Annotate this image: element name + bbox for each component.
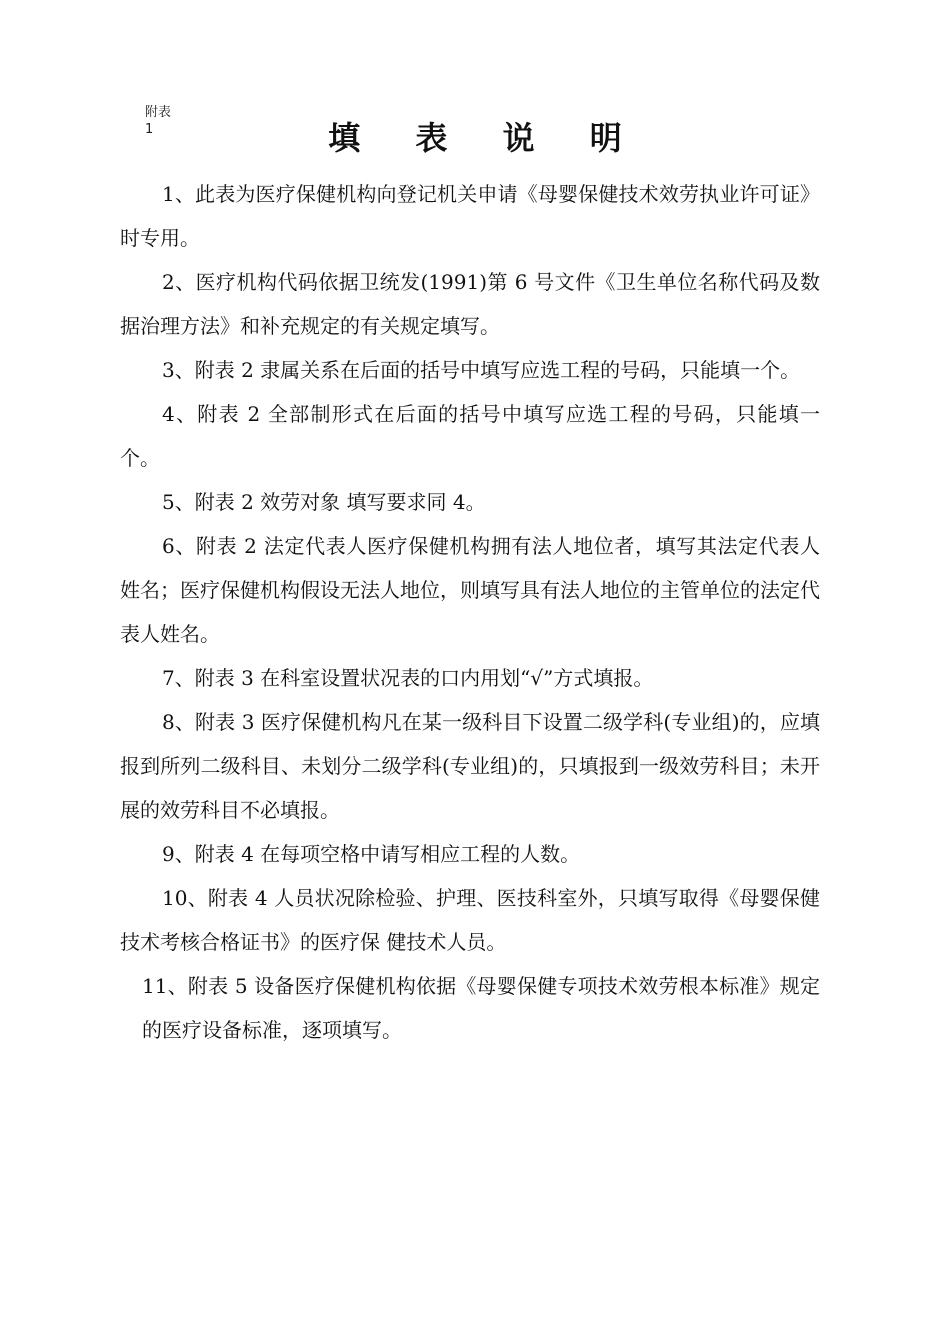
annex-label-number: 1 — [145, 122, 154, 137]
instruction-item-11: 11、附表 5 设备医疗保健机构依据《母婴保健专项技术效劳根本标准》规定的医疗设备标准，逐项填写。 — [142, 974, 820, 1042]
page-title: 填 表 说 明 — [328, 119, 644, 157]
instruction-item-7: 7、附表 3 在科室设置状况表的口内用划“√”方式填报。 — [162, 666, 654, 690]
instruction-item-1: 1、此表为医疗保健机构向登记机关申请《母婴保健技术效劳执业许可证》时专用。 — [120, 182, 820, 250]
instruction-item-3: 3、附表 2 隶属关系在后面的括号中填写应选工程的号码，只能填一个。 — [162, 358, 801, 382]
instruction-item-8: 8、附表 3 医疗保健机构凡在某一级科目下设置二级学科(专业组)的，应填报到所列二级科目、未划分二级学科(专业组)的，只填报到一级效劳科目；未开展的效劳科目不必填报。 — [120, 710, 820, 822]
instruction-item-9: 9、附表 4 在每项空格中请写相应工程的人数。 — [162, 842, 581, 866]
annex-label-text: 附表 — [145, 105, 172, 120]
instruction-item-6: 6、附表 2 法定代表人医疗保健机构拥有法人地位者，填写其法定代表人姓名；医疗保健机构假设无法人地位，则填写具有法人地位的主管单位的法定代表人姓名。 — [120, 534, 820, 646]
instructions-list — [120, 172, 820, 1052]
instruction-item-5: 5、附表 2 效劳对象 填写要求同 4。 — [162, 490, 486, 514]
instruction-item-10: 10、附表 4 人员状况除检验、护理、医技科室外，只填写取得《母婴保健技术考核合格证书》的医疗保 健技术人员。 — [120, 886, 820, 954]
instruction-item-4: 4、附表 2 全部制形式在后面的括号中填写应选工程的号码，只能填一个。 — [120, 402, 820, 470]
instruction-item-2: 2、医疗机构代码依据卫统发(1991)第 6 号文件《卫生单位名称代码及数据治理方法》和补充规定的有关规定填写。 — [120, 270, 820, 338]
